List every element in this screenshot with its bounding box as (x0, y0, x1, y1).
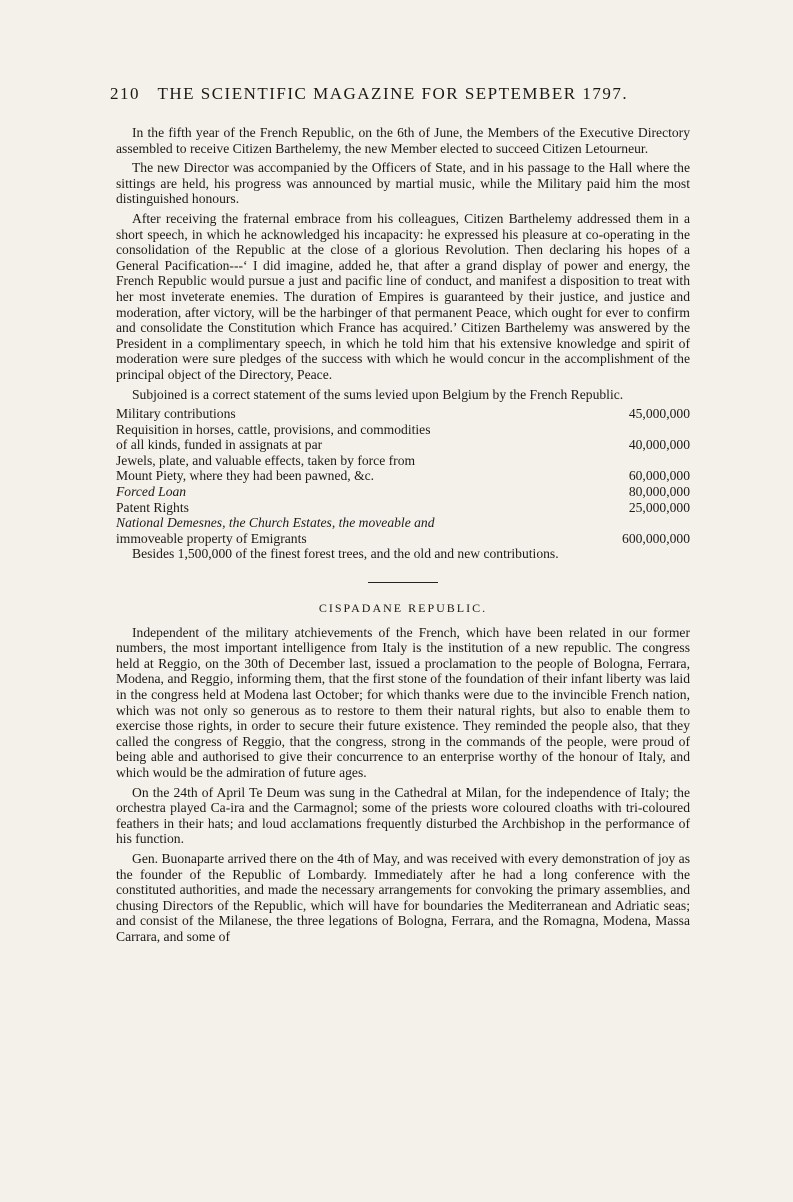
table-row (116, 531, 690, 547)
table-row (116, 500, 690, 516)
sum-amount: 45,000,000 (628, 406, 690, 422)
paragraph: On the 24th of April Te Deum was sung in the Cathedral at Milan, for the independence of Italy; the orchestra played Ca-ira and the Carmagnol; some of the priests wore coloured cloaths with tri-coloured feathers in their hats; and loud acclamations frequently disturbed the Archbishop in the performance of his function. (116, 784, 690, 847)
sum-label: Forced Loan (116, 484, 187, 500)
sum-amount: 60,000,000 (628, 468, 690, 484)
page-body (116, 125, 690, 945)
subjoined-statement: Subjoined is a correct statement of the sums levied upon Belgium by the French Republic. (132, 386, 624, 402)
section-title: CISPADANE REPUBLIC. (318, 601, 488, 616)
table-row (116, 406, 690, 422)
running-header (110, 84, 694, 104)
paragraph: Independent of the military atchievements of the French, which have been related in our former numbers, the most important intelligence from Italy is the institution of a new republic. The congress held at Reggio, on the 30th of December last, issued a proclamation to the people of Bologna, Ferrara, Modena, and Reggio, informing them, that the first stone of the foundation of their infant liberty was laid in the congress held at Modena last October; for which thanks were due to the invincible French nation, which was not only so generous as to restore to them their natural rights, but also to enable them to exercise those rights, in order to secure their future existence. They reminded the people also, that they called the congress of Reggio, that the congress, strong in the commands of the people, were proud of being able and authorised to give their concurrence to an enterprise worthy of the honour of Italy, and which would be the admiration of future ages. (116, 624, 690, 780)
table-row (116, 468, 690, 484)
sum-amount: 40,000,000 (628, 437, 690, 453)
table-row (116, 422, 690, 438)
sum-label-continued: immoveable property of Emigrants (116, 530, 307, 546)
paragraph: Gen. Buonaparte arrived there on the 4th of May, and was received with every demonstration of joy as the founder of the Republic of Lombardy. Immediately after he had a long conference with the constituted authorities, and made the necessary arrangements for convoking the primary assemblies, and chusing Directors of the Republic, which will have for boundaries the Mediterranean and Adriatic seas; and consist of the Milanese, the three legations of Bologna, Ferrara, and the Romagna, Modena, Massa Carrara, and some of (116, 850, 690, 944)
paragraph: In the fifth year of the French Republic, on the 6th of June, the Members of the Executive Directory assembled to receive Citizen Barthelemy, the new Member elected to succeed Citizen Letourneur. (116, 125, 690, 156)
sum-label-continued: of all kinds, funded in assignats at par (116, 437, 323, 453)
table-row (116, 484, 690, 500)
page-number: 210 (110, 84, 140, 103)
table-row (116, 437, 690, 453)
table-row (116, 515, 690, 531)
sum-label: Military contributions (116, 406, 236, 422)
sum-label: Requisition in horses, cattle, provisions, and commodities (116, 421, 431, 437)
sum-label: Patent Rights (116, 499, 189, 515)
sum-amount: 80,000,000 (628, 484, 690, 500)
sum-label: National Demesnes, the Church Estates, the moveable and (116, 515, 435, 531)
sums-table (116, 406, 690, 546)
sum-label: Jewels, plate, and valuable effects, taken by force from (116, 452, 416, 468)
sum-label-continued: Mount Piety, where they had been pawned, &c. (116, 468, 375, 484)
paragraph: After receiving the fraternal embrace from his colleagues, Citizen Barthelemy addressed them in a short speech, in which he acknowledged his incapacity: he expressed his pleasure at co-operating in the consolidation of the Republic at the close of a glorious Revolution. Then declaring his hopes of a General Pacification---‘ I did imagine, added he, that after a grand display of power and energy, the French Republic would pursue a just and pacific line of conduct, and manifest a disposition to treat with her most inveterate enemies. The duration of Empires is guaranteed by their justice, and justice and moderation, after victory, will be the harbinger of that permanent Peace, which ought for ever to confirm and consolidate the Constitution which France has acquired.’ Citizen Barthelemy was answered by the President in a complimentary speech, in which he told him that his extensive knowledge and spirit of moderation were sure pledges of the success with which he would concur in the accomplishment of the principal object of the Directory, Peace. (116, 210, 690, 382)
paragraph: The new Director was accompanied by the Officers of State, and in his passage to the Hall where the sittings are held, his progress was announced by martial music, while the Military paid him the most distinguished honours. (116, 160, 690, 207)
besides-note: Besides 1,500,000 of the finest forest trees, and the old and new contributions. (132, 546, 559, 562)
sum-amount: 600,000,000 (622, 530, 690, 546)
running-title: THE SCIENTIFIC MAGAZINE FOR SEPTEMBER 1797. (157, 84, 629, 103)
sum-amount: 25,000,000 (628, 499, 690, 515)
section-divider (368, 582, 438, 583)
table-row (116, 453, 690, 469)
